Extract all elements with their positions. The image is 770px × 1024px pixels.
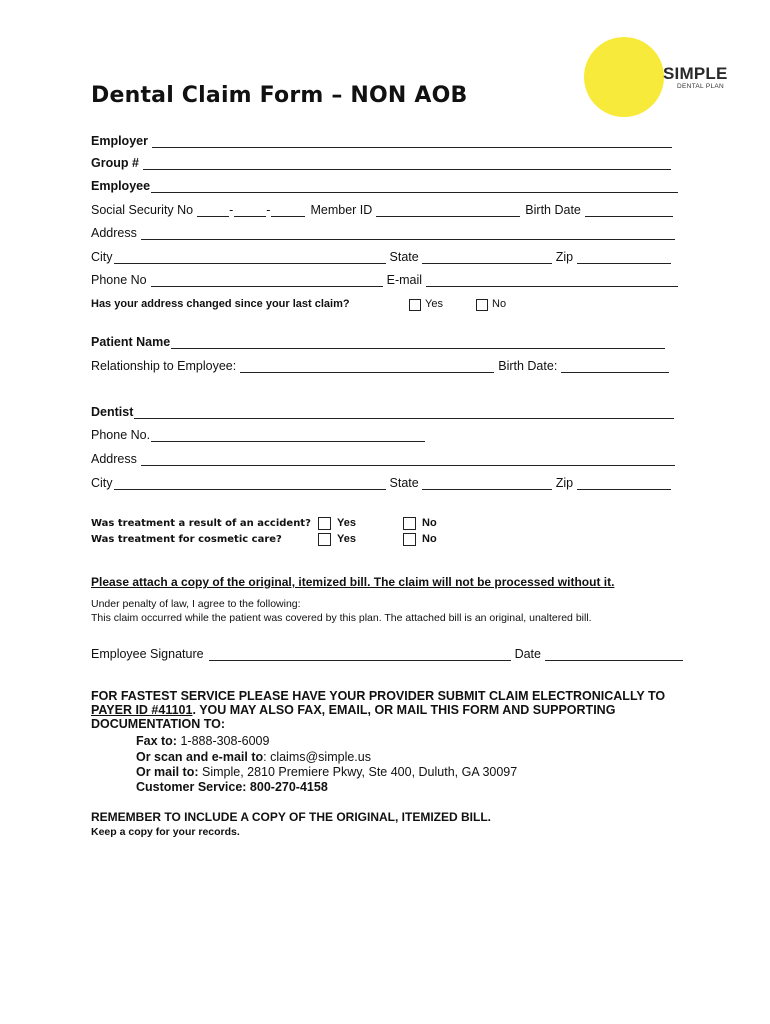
zip-field[interactable]: [577, 251, 671, 264]
address-changed-no-label: No: [492, 298, 507, 310]
ssn-label: Social Security No: [91, 203, 194, 217]
remember-notice: REMEMBER TO INCLUDE A COPY OF THE ORIGINAL, ITEMIZED BILL.: [91, 810, 492, 824]
relationship-label: Relationship to Employee:: [91, 359, 237, 373]
ssn-part-1[interactable]: [197, 204, 229, 217]
dentist-address-row: [91, 450, 675, 466]
city-label: City: [91, 250, 113, 264]
logo-wordmark: SIMPLE: [663, 64, 728, 83]
cosmetic-no-checkbox[interactable]: [403, 533, 416, 546]
dentist-phone-label: Phone No.: [91, 428, 151, 442]
address-label: Address: [91, 226, 137, 240]
mail-label: Or mail to:: [136, 765, 199, 779]
patient-name-label: Patient Name: [91, 335, 171, 349]
address-row: [91, 224, 675, 240]
mail-value: Simple, 2810 Premiere Pkwy, Ste 400, Duluth, GA 30097: [202, 765, 518, 779]
dentist-state-field[interactable]: [422, 477, 552, 490]
city-row: [91, 248, 671, 264]
state-field[interactable]: [422, 251, 552, 264]
employer-row: [91, 132, 672, 148]
accident-row: [91, 513, 437, 529]
address-changed-yes-checkbox[interactable]: [409, 299, 421, 311]
state-label: State: [389, 250, 419, 264]
employer-field[interactable]: [152, 135, 672, 148]
cosmetic-row: [91, 529, 437, 545]
customer-service: Customer Service: 800-270-4158: [136, 780, 328, 794]
dentist-phone-field[interactable]: [151, 429, 425, 442]
logo-subtitle: DENTAL PLAN: [677, 83, 725, 90]
dentist-city-label: City: [91, 476, 113, 490]
dentist-state-label: State: [389, 476, 419, 490]
dentist-address-field[interactable]: [141, 453, 675, 466]
birth-date-field[interactable]: [585, 204, 673, 217]
signature-date-field[interactable]: [545, 648, 683, 661]
fastest-line-1: FOR FASTEST SERVICE PLEASE HAVE YOUR PROVIDER SUBMIT CLAIM ELECTRONICALLY TO: [91, 689, 666, 703]
fastest-line-2: PAYER ID #41101. YOU MAY ALSO FAX, EMAIL, OR MAIL THIS FORM AND SUPPORTING: [91, 703, 616, 717]
phone-label: Phone No: [91, 273, 147, 287]
employee-field[interactable]: [151, 180, 678, 193]
email-field[interactable]: [426, 274, 678, 287]
fastest-service-notice: [91, 689, 665, 731]
phone-row: [91, 271, 678, 287]
fax-label: Fax to:: [136, 734, 177, 748]
birth-date-label: Birth Date: [525, 203, 581, 217]
dentist-city-row: [91, 474, 671, 490]
patient-birth-field[interactable]: [561, 360, 669, 373]
accident-no-label: No: [422, 517, 437, 529]
email-send-line: [136, 750, 371, 765]
signature-field[interactable]: [209, 648, 511, 661]
dentist-field[interactable]: [134, 406, 674, 419]
fax-line: [136, 734, 269, 749]
dentist-city-field[interactable]: [114, 477, 386, 490]
group-field[interactable]: [143, 157, 671, 170]
signature-label: Employee Signature: [91, 647, 204, 661]
dentist-row: [91, 403, 674, 419]
logo-circle: [584, 37, 664, 117]
dentist-phone-row: [91, 426, 425, 442]
member-id-field[interactable]: [376, 204, 520, 217]
cosmetic-no-label: No: [422, 533, 437, 545]
attach-notice: Please attach a copy of the original, itemized bill. The claim will not be processed without it.: [91, 575, 615, 589]
patient-name-field[interactable]: [171, 336, 665, 349]
address-changed-yes-label: Yes: [425, 298, 443, 310]
fastest-line-3: DOCUMENTATION TO:: [91, 717, 226, 731]
mail-line: [136, 765, 517, 780]
payer-id: PAYER ID #41101: [91, 703, 193, 717]
ssn-row: Social Security No - - Member ID Birth Date: [91, 201, 673, 217]
keep-copy-note: Keep a copy for your records.: [91, 826, 240, 838]
address-changed-question: Has your address changed since your last claim?: [91, 298, 350, 310]
employee-row: [91, 177, 678, 193]
signature-date-label: Date: [514, 647, 541, 661]
dentist-zip-label: Zip: [555, 476, 574, 490]
employee-label: Employee: [91, 179, 151, 193]
address-field[interactable]: [141, 227, 675, 240]
dentist-zip-field[interactable]: [577, 477, 671, 490]
cosmetic-question: Was treatment for cosmetic care?: [91, 534, 282, 545]
employer-label: Employer: [91, 134, 148, 148]
dentist-label: Dentist: [91, 405, 134, 419]
relationship-field[interactable]: [240, 360, 494, 373]
zip-label: Zip: [555, 250, 574, 264]
cosmetic-yes-label: Yes: [337, 533, 356, 545]
relationship-row: [91, 357, 669, 373]
patient-name-row: [91, 333, 665, 349]
accident-question: Was treatment a result of an accident?: [91, 518, 311, 529]
penalty-line-2: This claim occurred while the patient was covered by this plan. The attached bill is an original, unaltered bill.: [91, 612, 592, 624]
penalty-line-1: Under penalty of law, I agree to the following:: [91, 598, 301, 610]
phone-field[interactable]: [151, 274, 383, 287]
address-changed-row: [91, 294, 506, 310]
address-changed-no-checkbox[interactable]: [476, 299, 488, 311]
group-row: [91, 154, 671, 170]
cosmetic-yes-checkbox[interactable]: [318, 533, 331, 546]
accident-yes-label: Yes: [337, 517, 356, 529]
email-send-label: Or scan and e-mail to: [136, 750, 264, 764]
signature-row: [91, 645, 683, 661]
member-id-label: Member ID: [310, 203, 373, 217]
dentist-address-label: Address: [91, 452, 137, 466]
email-send-value: : claims@simple.us: [263, 750, 371, 764]
ssn-part-2[interactable]: [234, 204, 266, 217]
group-label: Group #: [91, 156, 139, 170]
patient-birth-label: Birth Date:: [498, 359, 558, 373]
fax-value: 1-888-308-6009: [180, 734, 270, 748]
city-field[interactable]: [114, 251, 386, 264]
ssn-part-3[interactable]: [271, 204, 305, 217]
email-label: E-mail: [386, 273, 423, 287]
form-title: Dental Claim Form – NON AOB: [91, 83, 468, 108]
